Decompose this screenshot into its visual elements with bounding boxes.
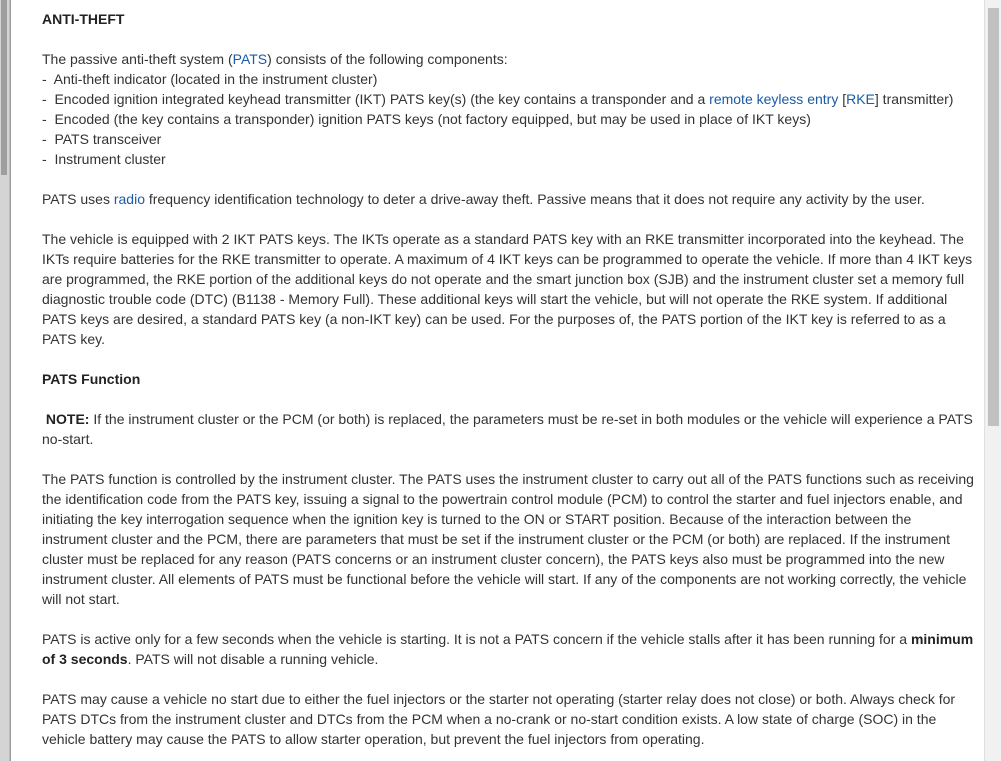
no-start-paragraph: PATS may cause a vehicle no start due to either the fuel injectors or the starter not operating (starter relay does not close) or both. Always check for PATS DTCs from the instrument cluster and DTCs from the PCM when a no-crank or no-start condition exists. A low state of charge (SOC) in the vehicle battery may cause the PATS to allow starter operation, but prevent the fuel injectors from operating. [42, 691, 956, 747]
left-scroll-gutter [0, 0, 9, 761]
radio-paragraph: PATS uses radio frequency identification technology to deter a drive-away theft. Passive means that it does not require any activity by the user. [42, 191, 925, 207]
scrollbar-thumb[interactable] [988, 8, 999, 426]
component-item: - Instrument cluster [42, 151, 166, 167]
section-title: ANTI-THEFT [42, 11, 125, 27]
component-item: - Encoded ignition integrated keyhead transmitter (IKT) PATS key(s) (the key contains a transponder and a remote keyless entry [RKE] transmitter) [42, 91, 954, 107]
document-content [42, 0, 977, 749]
component-item: - Encoded (the key contains a transponder) ignition PATS keys (not factory equipped, but may be used in place of IKT keys) [42, 111, 811, 127]
pats-function-heading: PATS Function [42, 371, 141, 387]
minimum-seconds-bold: minimum of 3 seconds [42, 631, 974, 667]
note-label: NOTE: [45, 411, 90, 427]
left-scroll-thumb[interactable] [1, 0, 7, 175]
component-item: - Anti-theft indicator (located in the instrument cluster) [42, 71, 378, 87]
vertical-scrollbar[interactable] [984, 0, 1001, 761]
function-paragraph: The PATS function is controlled by the instrument cluster. The PATS uses the instrument cluster to carry out all of the PATS functions such as receiving the identification code from the PATS key, issuing a signal to the powertrain control module (PCM) to control the starter and fuel injectors enable, and initiating the key interrogation sequence when the ignition key is turned to the ON or START position. Because of the interaction between the instrument cluster and the PCM, there are parameters that must be set if the instrument cluster or the PCM (or both) are replaced. If the instrument cluster must be replaced for any reason (PATS concerns or an instrument cluster concern), the PATS keys also must be programmed into the new instrument cluster. All elements of PATS must be functional before the vehicle will start. If any of the components are not working correctly, the vehicle will not start. [42, 471, 974, 607]
remote-keyless-entry-link[interactable]: remote keyless entry [709, 91, 839, 107]
keys-paragraph: The vehicle is equipped with 2 IKT PATS keys. The IKTs operate as a standard PATS key with an RKE transmitter incorporated into the keyhead. The IKTs require batteries for the RKE transmitter to operate. A maximum of 4 IKT keys can be programmed to operate the vehicle. If more than 4 IKT keys are programmed, the RKE portion of the additional keys do not operate and the smart junction box (SJB) and the instrument cluster set a memory full diagnostic trouble code (DTC) (B1138 - Memory Full). These additional keys will start the vehicle, but will not operate the RKE system. If additional PATS keys are desired, a standard PATS key (a non-IKT key) can be used. For the purposes of, the PATS portion of the IKT key is referred to as a PATS key. [42, 231, 973, 347]
rke-link[interactable]: RKE [846, 91, 875, 107]
pats-link[interactable]: PATS [232, 51, 268, 67]
document-panel [10, 0, 984, 761]
intro-paragraph: The passive anti-theft system (PATS) consists of the following components: [42, 51, 508, 67]
radio-link[interactable]: radio [113, 191, 145, 207]
component-item: - PATS transceiver [42, 131, 162, 147]
note-paragraph: NOTE: If the instrument cluster or the PCM (or both) is replaced, the parameters must be re-set in both modules or the vehicle will experience a PATS no-start. [42, 411, 973, 447]
active-paragraph: PATS is active only for a few seconds when the vehicle is starting. It is not a PATS concern if the vehicle stalls after it has been running for a minimum of 3 seconds. PATS will not disable a running vehicle. [42, 631, 974, 667]
